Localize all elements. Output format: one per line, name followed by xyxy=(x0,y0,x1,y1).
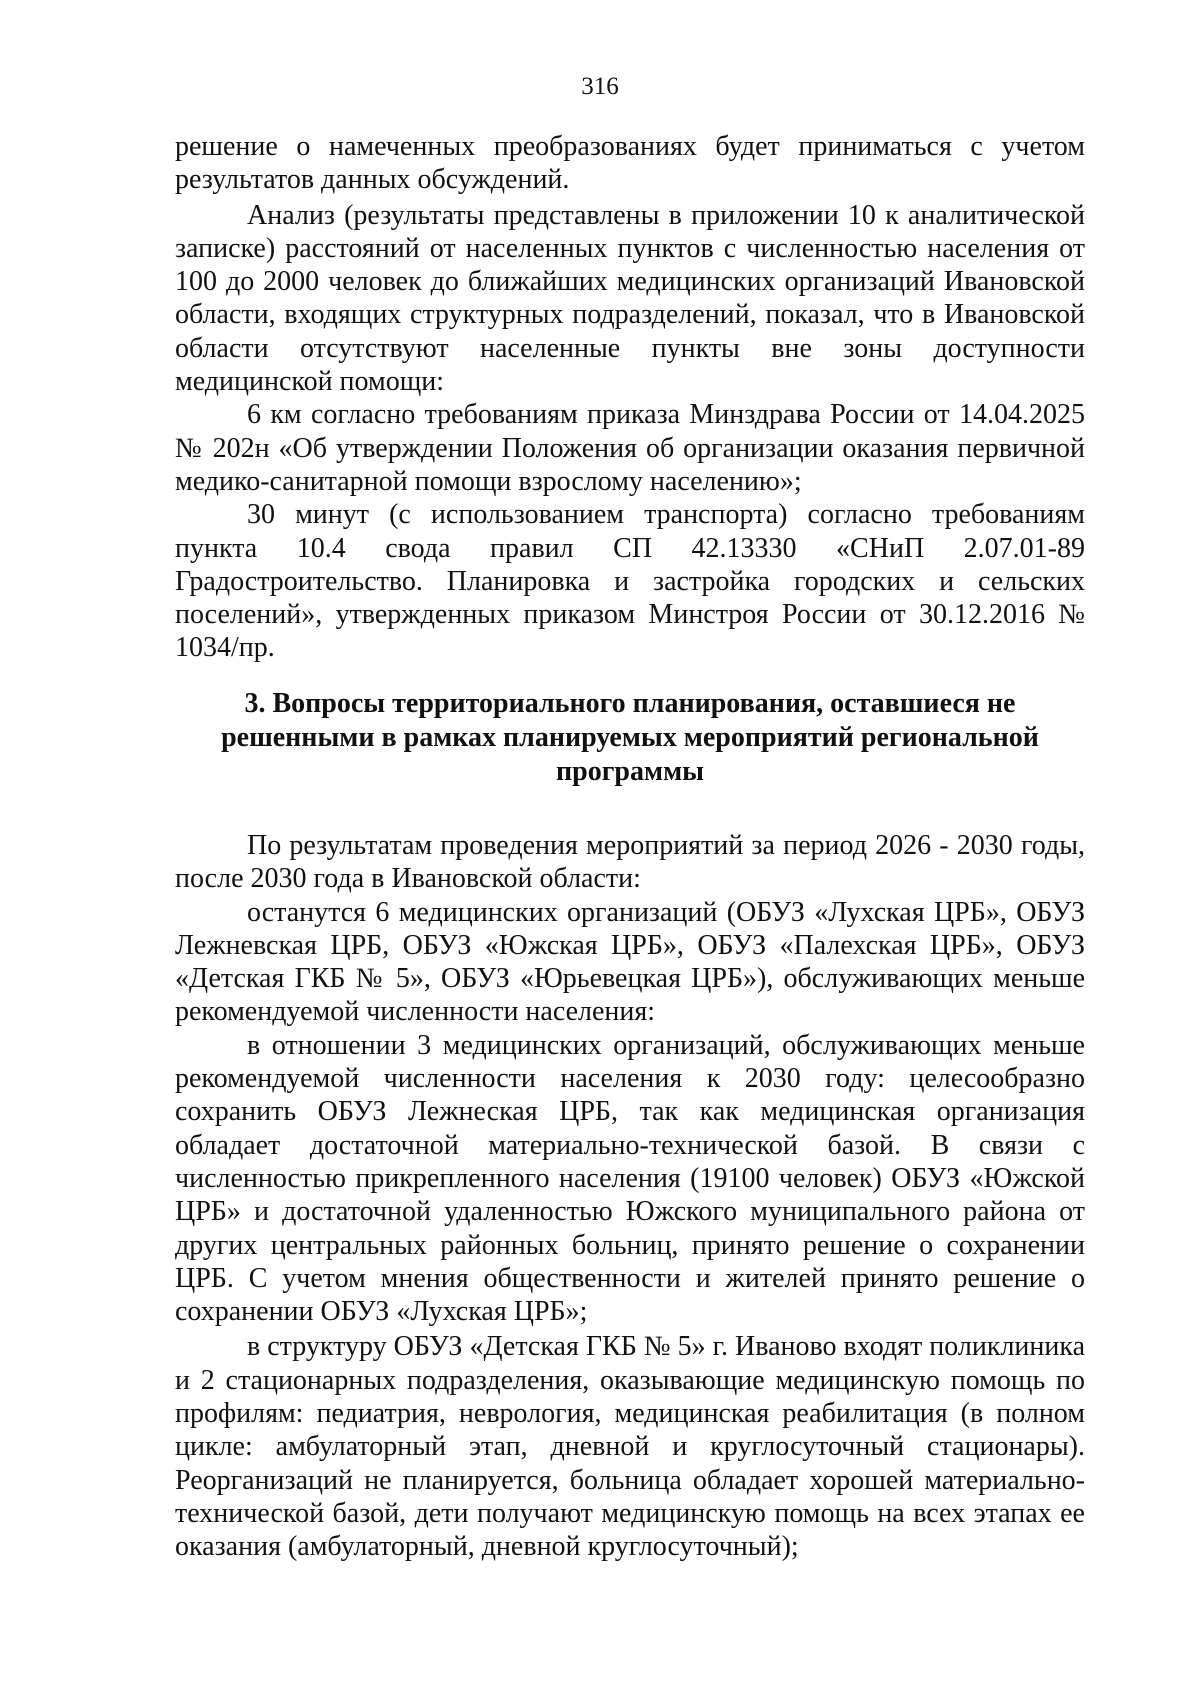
section-heading xyxy=(175,687,1085,789)
section-heading-line: решенными в рамках планируемых мероприятий региональной xyxy=(221,722,1039,753)
paragraph: решение о намеченных преобразованиях будет приниматься с учетом результатов данных обсуждений. xyxy=(175,131,1085,196)
bottom-text-block xyxy=(175,829,1085,1564)
paragraph: в отношении 3 медицинских организаций, обслуживающих меньше рекомендуемой численности населения к 2030 году: целесообразно сохранить ОБУЗ Лежнеская ЦРБ, так как медицинская организация обладает достаточной материально-технической базой. В связи с численностью прикрепленного населения (19100 человек) ОБУЗ «Южской ЦРБ» и достаточной удаленностью Южского муниципального района от других центральных районных больниц, принято решение о сохранении ЦРБ. С учетом мнения общественности и жителей принято решение о сохранении ОБУЗ «Лухская ЦРБ»; xyxy=(175,1029,1085,1328)
paragraph: По результатам проведения мероприятий за период 2026 - 2030 годы, после 2030 года в Ивановской области: xyxy=(175,830,1085,895)
section-heading-line: 3. Вопросы территориального планирования, оставшиеся не xyxy=(244,688,1016,719)
page-number: 316 xyxy=(581,73,619,100)
top-text-block xyxy=(175,130,1085,665)
paragraph: останутся 6 медицинских организаций (ОБУЗ «Лухская ЦРБ», ОБУЗ Лежневская ЦРБ, ОБУЗ «Южская ЦРБ», ОБУЗ «Палехская ЦРБ», ОБУЗ «Детская ГКБ № 5», ОБУЗ «Юрьевецкая ЦРБ»), обслуживающих меньше рекомендуемой численности населения: xyxy=(175,896,1085,1028)
section-heading-line: программы xyxy=(556,756,704,787)
paragraph: Анализ (результаты представлены в приложении 10 к аналитической записке) расстояний от населенных пунктов с численностью населения от 100 до 2000 человек до ближайших медицинских организаций Ивановской области, входящих структурных подразделений, показал, что в Ивановской области отсутствуют населенные пункты вне зоны доступности медицинской помощи: xyxy=(175,199,1085,398)
paragraph: 6 км согласно требованиям приказа Минздрава России от 14.04.2025 № 202н «Об утверждении Положения об организации оказания первичной медико-санитарной помощи взрослому населению»; xyxy=(175,399,1085,497)
paragraph: 30 минут (с использованием транспорта) согласно требованиям пункта 10.4 свода правил СП 42.13330 «СНиП 2.07.01-89 Градостроительство. Планировка и застройка городских и сельских поселений», утвержденных приказом Минстроя России от 30.12.2016 № 1034/пр. xyxy=(175,499,1085,664)
paragraph: в структуру ОБУЗ «Детская ГКБ № 5» г. Иваново входят поликлиника и 2 стационарных подразделения, оказывающие медицинскую помощь по профилям: педиатрия, неврология, медицинская реабилитация (в полном цикле: амбулаторный этап, дневной и круглосуточный стационары). Реорганизаций не планируется, больница обладает хорошей материально-технической базой, дети получают медицинскую помощь на всех этапах ее оказания (амбулаторный, дневной круглосуточный); xyxy=(175,1331,1085,1563)
